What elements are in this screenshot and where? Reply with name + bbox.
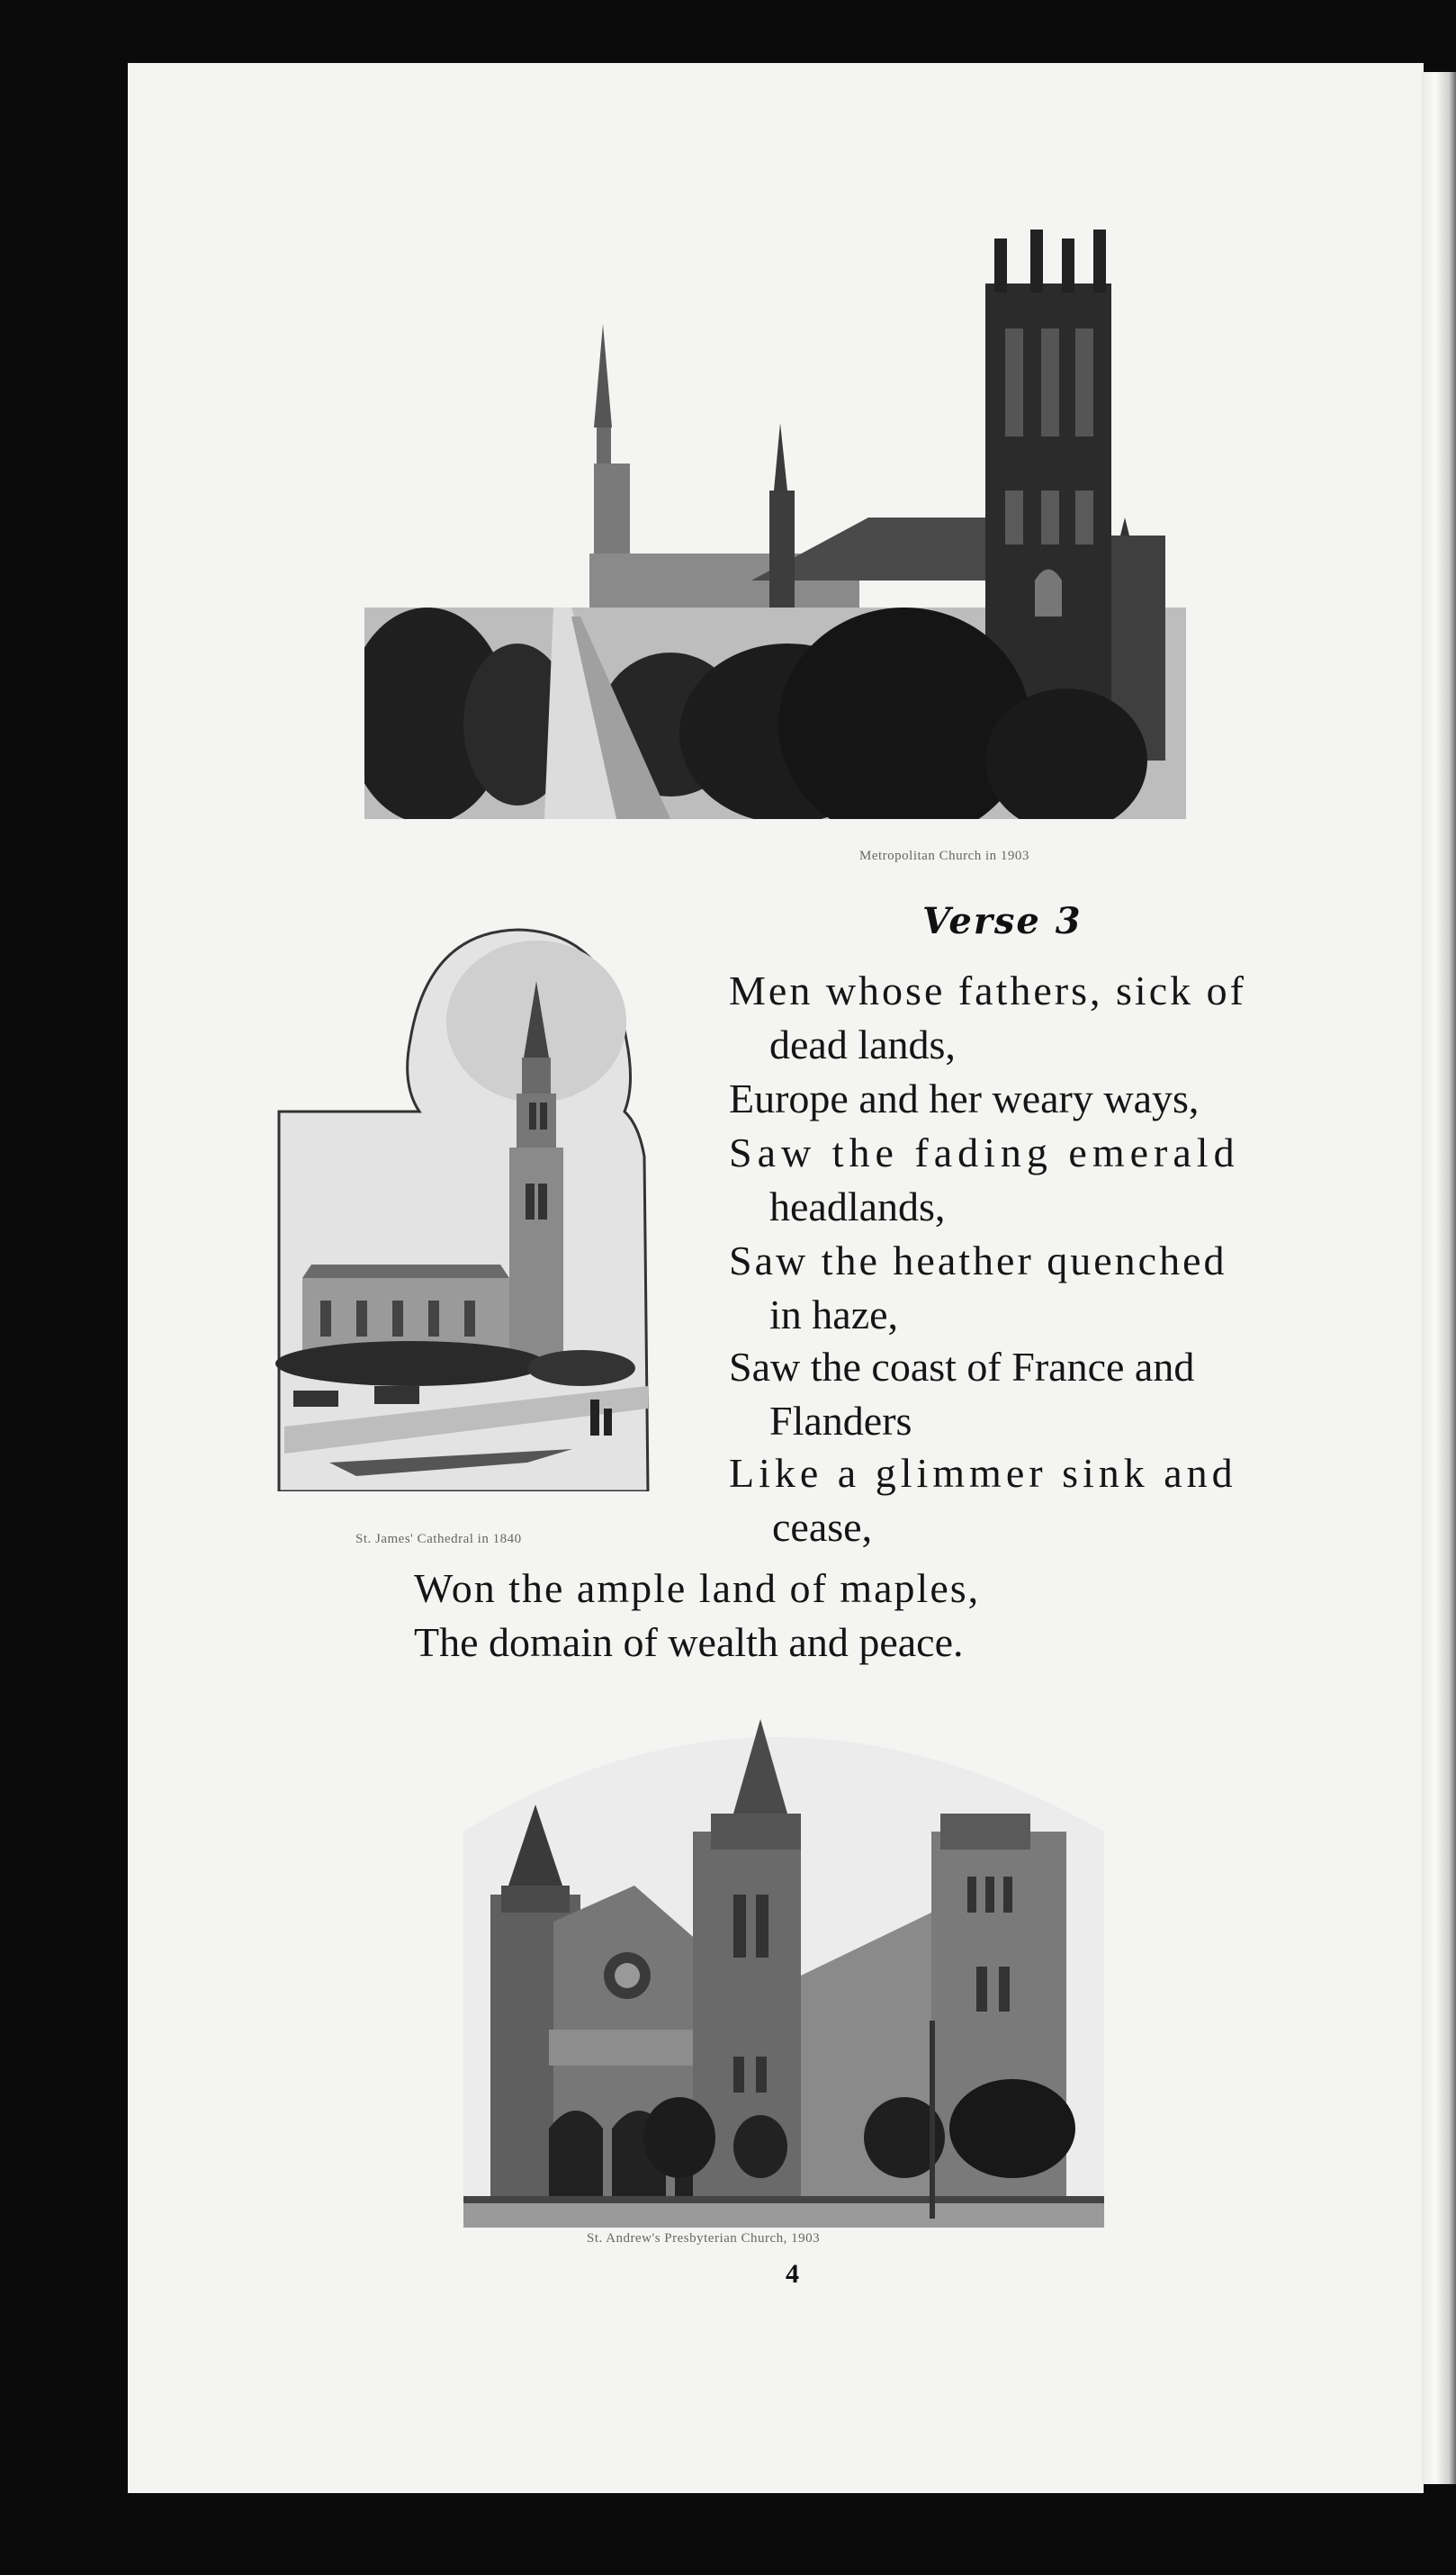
page-number: 4 <box>786 2259 799 2289</box>
verse-line: The domain of wealth and peace. <box>414 1619 964 1665</box>
verse-title: Verse 3 <box>922 900 1083 942</box>
verse-line: Like a glimmer sink and <box>729 1450 1237 1496</box>
photo-st-michaels-metropolitan <box>364 221 1186 819</box>
verse-line: headlands, <box>769 1184 946 1229</box>
verse-line: Saw the heather quenched <box>729 1238 1227 1283</box>
photo-st-james-cathedral <box>275 923 679 1491</box>
photo-st-andrews-church <box>463 1679 1104 2228</box>
verse-line: Europe and her weary ways, <box>729 1076 1200 1121</box>
verse-line: Men whose fathers, sick of <box>729 968 1246 1013</box>
verse-line: cease, <box>772 1504 873 1550</box>
verse-line: Saw the coast of France and <box>729 1344 1195 1390</box>
caption-st-james: St. James' Cathedral in 1840 <box>355 1532 522 1546</box>
verse-line: Won the ample land of maples, <box>414 1565 981 1611</box>
verse-line: Flanders <box>769 1398 912 1444</box>
caption-st-andrews: St. Andrew's Presbyterian Church, 1903 <box>587 2231 821 2246</box>
verse-line: dead lands, <box>769 1022 956 1067</box>
verse-line: in haze, <box>769 1292 899 1337</box>
caption-metropolitan: Metropolitan Church in 1903 <box>859 849 1029 863</box>
verse-line: Saw the fading emerald <box>729 1130 1240 1175</box>
next-page-edge <box>1422 72 1456 2484</box>
